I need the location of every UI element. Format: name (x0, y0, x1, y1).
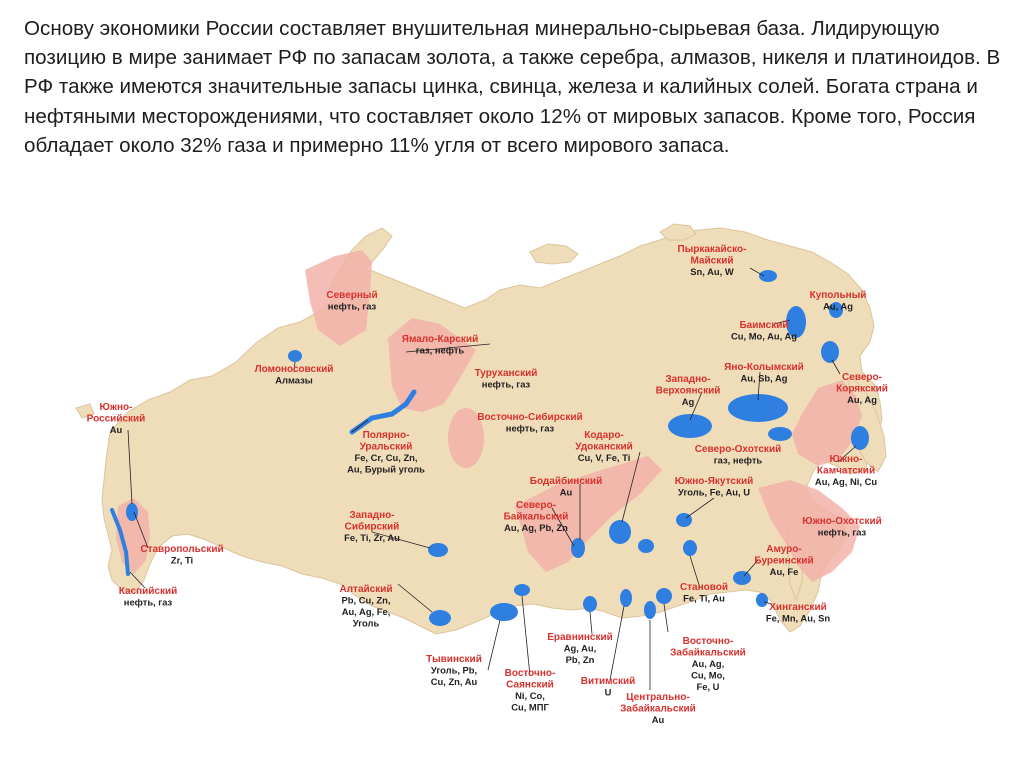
region-resources: Au, Ag, Ni, Cu (814, 476, 878, 487)
region-name: Удоканский (575, 441, 633, 453)
region-label-kaspiysky (119, 586, 178, 608)
region-name: Северо- (842, 372, 882, 383)
region-name: Пыркакайско- (677, 244, 747, 255)
region-name: Сибирский (344, 521, 400, 533)
region-resources: газ, нефть (415, 344, 465, 356)
region-resources: Au (651, 714, 665, 725)
region-name: Полярно- (362, 430, 410, 441)
region-resources: Cu, Zn, Au (430, 676, 478, 687)
region-resources: Au, Sb, Ag (740, 372, 788, 384)
region-name: Западно- (665, 374, 711, 385)
region-name: Бодайбинский (529, 476, 603, 487)
region-name: Западно- (349, 510, 395, 521)
region-resources: нефть, газ (327, 300, 377, 312)
region-label-altaysky (339, 584, 392, 629)
deposit-amuro-bureinsky (733, 571, 751, 585)
region-name: Восточно-Сибирский (477, 412, 583, 423)
region-label-eravninsky (547, 632, 613, 665)
region-label-baimsky (731, 320, 797, 342)
region-resources: Ag, Au, (563, 642, 597, 654)
region-resources: Au, Ag (847, 394, 877, 405)
region-name: Яно-Колымский (724, 362, 804, 373)
deposit-zapadno-verkhoyansky (668, 414, 712, 438)
region-name: Ямало-Карский (401, 334, 479, 345)
region-resources: Au, Ag, Pb, Zn (504, 522, 568, 533)
region-name: Хинганский (769, 602, 827, 613)
deposit-altaysky (429, 610, 451, 626)
deposit-lomonosovsky (288, 350, 302, 362)
deposit-severo-okhotsky-ore (768, 427, 792, 441)
region-name: Уральский (359, 441, 413, 453)
region-resources: Fe, Ti, Au (683, 592, 725, 604)
region-name: Витимский (580, 676, 636, 687)
region-label-vostochno-sayansky (505, 668, 556, 713)
region-name: Байкальский (503, 511, 569, 523)
region-name: Центрально- (626, 692, 690, 703)
region-resources: Ni, Co, (515, 690, 545, 701)
deposit-tsentralno-zabaykalsky (644, 601, 656, 619)
deposit-vitimsky (620, 589, 632, 607)
region-name: Еравнинский (547, 632, 613, 643)
region-resources: Zr, Ti (170, 554, 194, 566)
region-resources: Au, Ag, Fe, (341, 606, 391, 617)
region-label-tyvinsky (426, 654, 482, 687)
region-name: Верхоянский (655, 385, 721, 397)
region-resources: Au (559, 486, 573, 498)
region-resources: Pb, Zn (565, 654, 595, 665)
region-resources: Уголь, Pb, (430, 664, 478, 676)
region-resources: нефть, газ (481, 378, 531, 390)
region-name: Каспийский (118, 586, 178, 597)
region-label-tsentralno-zabaykalsky (620, 692, 696, 725)
region-resources: Au, Fe (769, 566, 799, 577)
region-name: Южно-Охотский (802, 516, 882, 527)
region-resources: Pb, Cu, Zn, (341, 594, 391, 606)
russia-mainland (102, 228, 882, 634)
region-name: Буреинский (754, 555, 814, 567)
region-name: Южно-Якутский (674, 476, 754, 487)
deposit-khingansky (756, 593, 768, 607)
region-name: Майский (690, 255, 734, 267)
deposit-severo-baykalsky (571, 538, 585, 558)
region-name: Туруханский (474, 368, 538, 379)
region-resources: Cu, МПГ (511, 701, 549, 713)
region-resources: Fe, Cr, Cu, Zn, (354, 452, 418, 463)
deposit-stanovoy (683, 540, 697, 556)
region-name: Ломоносовский (254, 364, 334, 375)
deposit-eravninsky (583, 596, 597, 612)
region-name: Амуро- (766, 544, 802, 555)
region-name: Северо- (516, 500, 556, 511)
region-resources: Sn, Au, W (690, 266, 734, 277)
region-name: Восточно- (504, 668, 556, 679)
taymyr-islands (530, 244, 578, 264)
region-name: Южно- (99, 402, 133, 413)
region-resources: U (604, 686, 612, 698)
deposit-pyrkakaysko-maysky (759, 270, 777, 282)
region-resources: Уголь (352, 617, 380, 629)
region-name: Северный (326, 290, 378, 301)
region-name: Тывинский (426, 654, 482, 665)
region-name: Купольный (809, 290, 867, 301)
region-resources: нефть, газ (123, 596, 173, 608)
region-label-khingansky (766, 602, 831, 624)
region-label-yuzhno-yakutsky (675, 476, 754, 498)
region-name: Восточно- (682, 636, 734, 647)
deposit-kodaro-udokansky (638, 539, 654, 553)
region-name: Ставропольский (140, 544, 224, 555)
deposit-vostochno-sayansky (514, 584, 530, 596)
region-name: Алтайский (339, 584, 393, 595)
region-name: Становой (679, 582, 729, 593)
deposit-zapadno-sibirsky (428, 543, 448, 557)
region-name: Забайкальский (620, 703, 696, 715)
region-resources: Fe, Mn, Au, Sn (765, 612, 831, 624)
deposit-severo-koryaksky (821, 341, 839, 363)
deposit-tyvinsky (490, 603, 518, 621)
region-name: Камчатский (816, 465, 876, 477)
region-resources: Cu, V, Fe, Ti (577, 452, 631, 463)
region-resources: Fe, Ti, Zr, Au (344, 532, 400, 543)
region-name: Баимский (739, 320, 789, 331)
region-name: Кодаро- (584, 430, 624, 441)
region-name: Корякский (836, 383, 888, 395)
region-label-stavropolsky (140, 544, 223, 566)
deposit-vostochno-zabaykalsky (656, 588, 672, 604)
region-label-stanovoy (680, 582, 728, 604)
region-resources: газ, нефть (713, 454, 763, 466)
deposit-yuzhno-kamchatsky (851, 426, 869, 450)
region-resources: Cu, Mo, (691, 669, 725, 681)
region-resources: Ag (681, 396, 695, 407)
region-label-turukhansky (475, 368, 538, 390)
region-resources: Уголь, Fe, Au, U (678, 486, 750, 498)
region-resources: Au, Бурый уголь (347, 463, 425, 475)
region-resources: нефть, газ (817, 526, 867, 538)
region-resources: Au, Ag (823, 300, 853, 312)
region-resources: Fe, U (696, 681, 720, 692)
region-resources: Алмазы (275, 374, 313, 386)
region-resources: Cu, Mo, Au, Ag (731, 330, 797, 342)
region-name: Забайкальский (670, 647, 746, 659)
intro-paragraph: Основу экономики России составляет внушительная минерально-сырьевая база. Лидирующую позицию в мире занимает РФ по запасам золота, а также серебра, алмазов, никеля и платиноидов. В РФ также имеются значительные запасы цинка, свинца, железа и калийных солей. Богата страна и нефтяными месторождениями, что составляет около 12% от мировых запасов. Кроме того, Россия обладает около 32% газа и примерно 11% угля от всего мирового запаса. (24, 17, 1001, 157)
region-label-severny (326, 290, 377, 312)
region-resources: Au, Ag, (691, 658, 725, 669)
deposit-bodaybinsky (609, 520, 631, 544)
region-name: Северо-Охотский (694, 444, 782, 455)
region-name: Российский (86, 413, 146, 425)
region-resources: нефть, газ (505, 422, 555, 434)
region-resources: Au (109, 424, 123, 435)
region-label-zapadno-sibirsky (344, 510, 400, 543)
region-name: Саянский (506, 679, 554, 691)
region-label-vostochno-zabaykalsky (670, 636, 746, 692)
region-name: Южно- (829, 454, 863, 465)
